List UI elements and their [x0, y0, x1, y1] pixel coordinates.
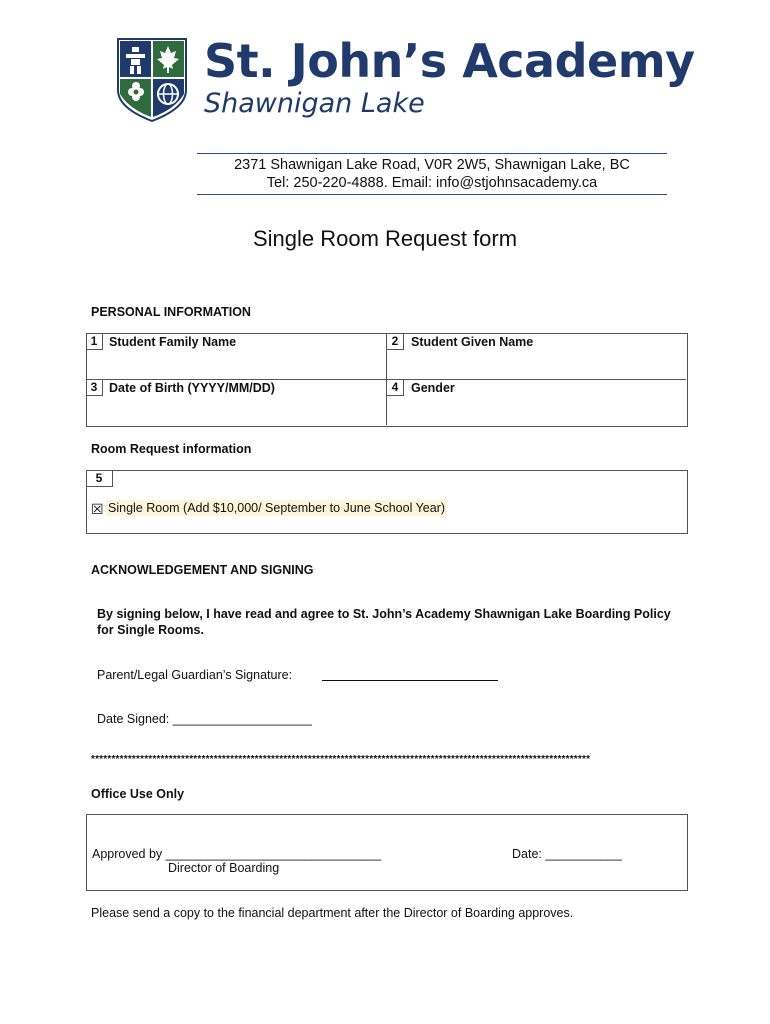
student-given-name-label: Student Given Name: [411, 335, 534, 349]
date-signed-field[interactable]: Date Signed: ____________________: [97, 712, 312, 726]
student-given-name-input[interactable]: [388, 350, 685, 378]
approver-title: Director of Boarding: [168, 861, 280, 875]
single-room-option-label[interactable]: Single Room (Add $10,000/ September to June School Year): [108, 501, 446, 515]
guardian-signature-field[interactable]: [322, 680, 498, 681]
office-use-heading: Office Use Only: [91, 787, 185, 801]
personal-information-heading: PERSONAL INFORMATION: [91, 305, 251, 319]
gender-input[interactable]: [388, 396, 685, 424]
field-number-5: 5: [86, 470, 113, 487]
student-family-name-label: Student Family Name: [109, 335, 237, 349]
form-title: Single Room Request form: [252, 226, 518, 251]
student-family-name-input[interactable]: [87, 350, 385, 378]
date-of-birth-label: Date of Birth (YYYY/MM/DD): [109, 381, 275, 395]
field-number-1: 1: [86, 333, 103, 350]
school-name: St. John’s Academy: [204, 34, 695, 88]
school-crest-logo: [117, 38, 187, 122]
field-number-2: 2: [387, 333, 404, 350]
footer-note: Please send a copy to the financial department after the Director of Boarding approves.: [91, 906, 574, 920]
approved-by-field[interactable]: Approved by _______________________________: [92, 847, 382, 861]
school-contact: Tel: 250-220-4888. Email: info@stjohnsacademy.ca: [266, 175, 598, 191]
single-room-checkbox[interactable]: ☒: [91, 501, 104, 517]
acknowledgement-heading: ACKNOWLEDGEMENT AND SIGNING: [91, 563, 314, 577]
guardian-signature-label: Parent/Legal Guardian’s Signature:: [97, 668, 293, 682]
acknowledgement-statement: By signing below, I have read and agree to St. John’s Academy Shawnigan Lake Boarding Policy for Single Rooms.: [97, 607, 671, 637]
room-request-heading: Room Request information: [91, 442, 252, 456]
separator-stars: **************************************************************************************************************************: [91, 754, 591, 765]
school-address: 2371 Shawnigan Lake Road, V0R 2W5, Shawnigan Lake, BC: [234, 157, 630, 173]
gender-label: Gender: [411, 381, 455, 395]
address-bottom-rule: [197, 194, 667, 195]
address-top-rule: [197, 153, 667, 154]
date-of-birth-input[interactable]: [87, 396, 385, 424]
field-number-3: 3: [86, 379, 103, 396]
field-number-4: 4: [387, 379, 404, 396]
office-date-field[interactable]: Date: ___________: [512, 847, 622, 861]
school-location: Shawnigan Lake: [204, 88, 425, 119]
